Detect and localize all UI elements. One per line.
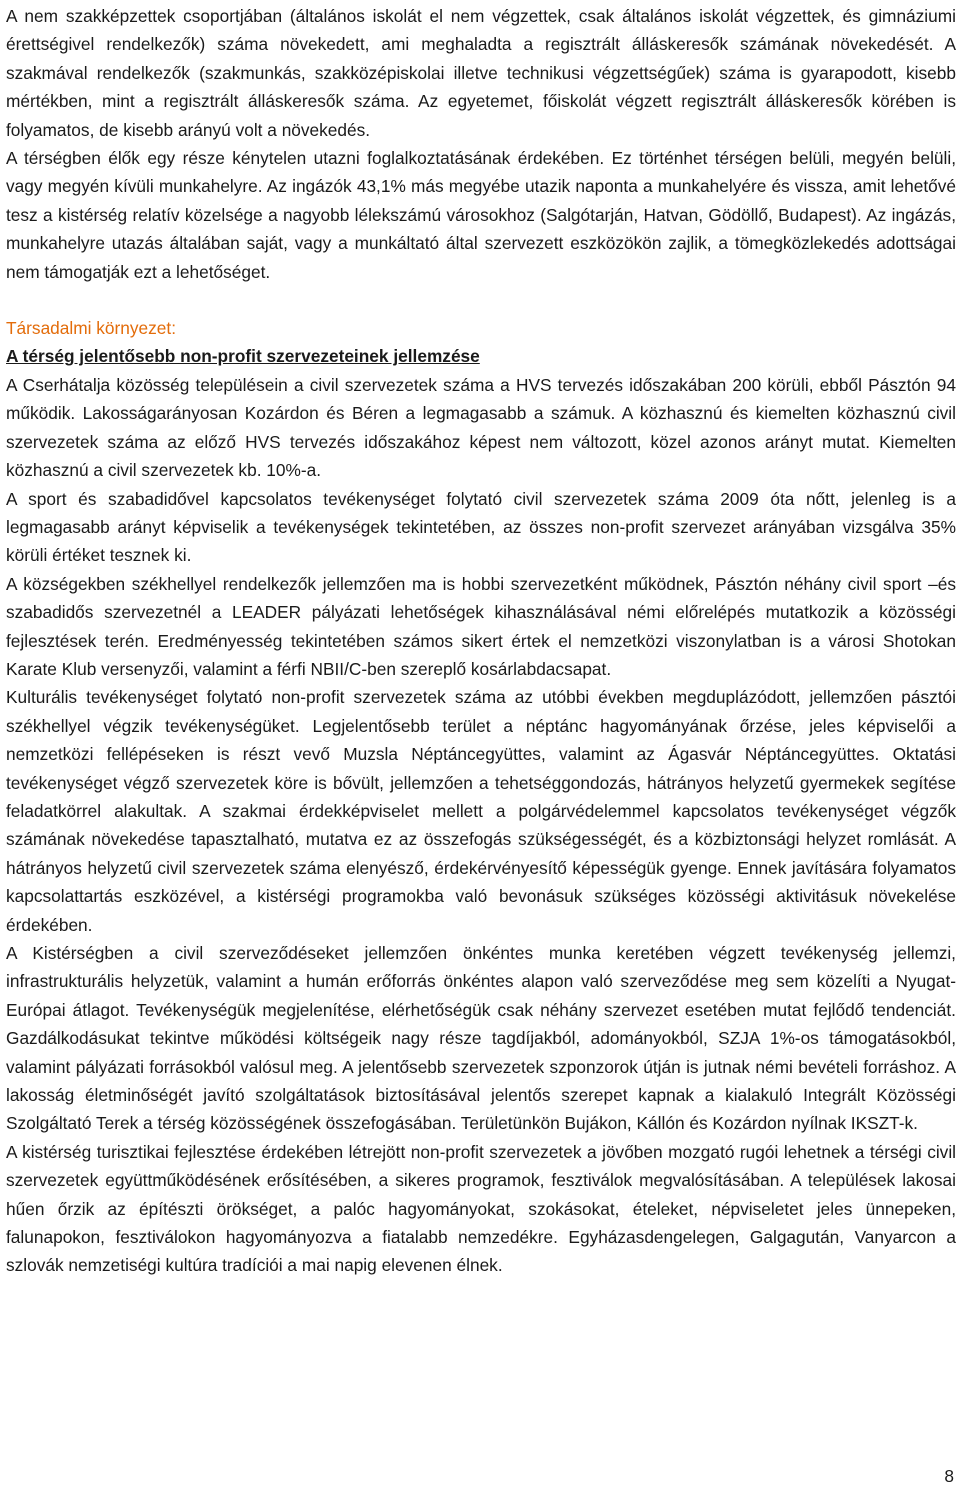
section-paragraph-2: A sport és szabadidővel kapcsolatos tevékenységet folytató civil szervezetek száma 2009 óta nőtt, jelenleg is a legmagasabb arányt képviselik a tevékenységek tekintetében, az összes non-profit szervezet arányában vizsgálva 35% körüli értéket tesznek ki. xyxy=(6,488,956,566)
section-heading xyxy=(6,314,956,342)
document-page xyxy=(6,2,956,1280)
page-number: 8 xyxy=(944,1466,954,1486)
section-subheading: A térség jelentősebb non-profit szervezeteinek jellemzése xyxy=(6,346,480,367)
intro-paragraph-1: A nem szakképzettek csoportjában (általános iskolát el nem végzettek, csak általános iskolát végzettek, és gimnáziumi érettségivel rendelkezők) száma növekedett, ami meghaladta a regisztrált álláskeresők számának növekedését. A szakmával rendelkezők (szakmunkás, szakközépiskolai illetve technikusi végzettségűek) száma is gyarapodott, kisebb mértékben, mint a regisztrált álláskeresők száma. Az egyetemet, főiskolát végzett regisztrált álláskeresők körében is folyamatos, de kisebb arányú volt a növekedés. xyxy=(6,6,956,140)
section-paragraph-3: A községekben székhellyel rendelkezők jellemzően ma is hobbi szervezetként működnek, Pásztón néhány civil sport –és szabadidős szervezetnél a LEADER pályázati lehetőségek kihasználásával némi előrelépés mutatkozik a közösségi fejlesztések terén. Eredményesség tekintetében számos sikert értek el nemzetközi viszonylatban is a városi Shotokan Karate Klub versenyzői, valamint a férfi NBII/C-ben szereplő kosárlabdacsapat. xyxy=(6,573,956,679)
section-paragraph-5: A Kistérségben a civil szerveződéseket jellemzően önkéntes munka keretében végzett tevékenység jellemzi, infrastrukturális helyzetük, valamint a humán erőforrás önkéntes alapon való szerveződése meg sem közelíti a Nyugat-Európai átlagot. Tevékenységük megjelenítése, elérhetőségük csak néhány szervezet esetében mutat fejlődő tendenciát. Gazdálkodásukat tekintve működési költségeik nagy része tagdíjakból, adományokból, SZJA 1%-os támogatásokból, valamint pályázati forrásokból valósul meg. A jelentősebb szervezetek szponzorok útján is jutnak némi bevételi forráshoz. A lakosság életminőségét javító szolgáltatások biztosításával jelentős szerepet kapnak a kialakuló Integrált Közösségi Szolgáltató Terek a térség közösségének összefogásában. Területünkön Bujákon, Kállón és Kozárdon nyílnak IKSZT-k. xyxy=(6,943,956,1134)
section-spacer xyxy=(6,286,956,314)
section-heading-colon: : xyxy=(171,318,177,339)
section-heading-text: Társadalmi környezet xyxy=(6,318,172,339)
intro-paragraph-2: A térségben élők egy része kénytelen utazni foglalkoztatásának érdekében. Ez történhet térségen belüli, megyén belüli, vagy megyén kívüli munkahelyre. Az ingázók 43,1% más megyébe utazik naponta a munkahelyére és vissza, amit lehetővé tesz a kistérség relatív közelsége a nagyobb lélekszámú városokhoz (Salgótarján, Hatvan, Gödöllő, Budapest). Az ingázás, munkahelyre utazás általában saját, vagy a munkáltató által szervezett eszközökön zajlik, a tömegközlekedés adottságai nem támogatják ezt a lehetőséget. xyxy=(6,148,956,282)
section-paragraph-6: A kistérség turisztikai fejlesztése érdekében létrejött non-profit szervezetek a jövőben mozgató rugói lehetnek a térségi civil szervezetek együttműködésének erősítésében, a sikeres programok, fesztiválok megvalósításában. A települések lakosai hűen őrzik az építészti örökséget, a palóc hagyományokat, szokásokat, ételeket, népviseletet jeles ünnepeken, falunapokon, fesztiválokon hagyományozva a fiatalabb nemzedékre. Egyházasdengelegen, Galgagután, Vanyarcon a szlovák nemzetiségi kultúra tradíciói a mai napig elevenen élnek. xyxy=(6,1141,956,1276)
section-paragraph-4: Kulturális tevékenységet folytató non-profit szervezetek száma az utóbbi években megduplázódott, jellemzően pásztói székhellyel végzik tevékenységüket. Legjelentősebb terület a néptánc hagyományának őrzése, jeles képviselői a nemzetközi fellépéseken is részt vevő Muzsla Néptáncegyüttes, valamint az Ágasvár Néptáncegyüttes. Oktatási tevékenységet végző szervezetek köre is bővült, jellemzően a tehetséggondozás, hátrányos helyzetű gyermekek segítése feladatkörrel alakultak. A szakmai érdekképviselet mellett a polgárvédelemmel kapcsolatos tevékenységet végzők számának növekedése tapasztalható, mutatva ez az összefogás szükségességét, és a közbiztonsági helyzet romlását. A hátrányos helyzetű civil szervezetek száma elenyésző, érdekérvényesítő képességük gyenge. Ennek javítására folyamatos kapcsolattartás eszközével, a kistérségi programokba való bevonásuk szükséges közösségi aktivitásuk növekelése érdekében. xyxy=(6,687,956,935)
section-paragraph-1: A Cserhátalja közösség településein a civil szervezetek száma a HVS tervezés időszakában 200 körüli, ebből Pásztón 94 működik. Lakosságarányosan Kozárdon és Béren a legmagasabb a számuk. A közhasznú és kiemelten közhasznú civil szervezetek száma az előző HVS tervezés időszakához képest nem változott, közel azonos arányt mutat. Kiemelten közhasznú a civil szervezetek kb. 10%-a. xyxy=(6,374,956,481)
